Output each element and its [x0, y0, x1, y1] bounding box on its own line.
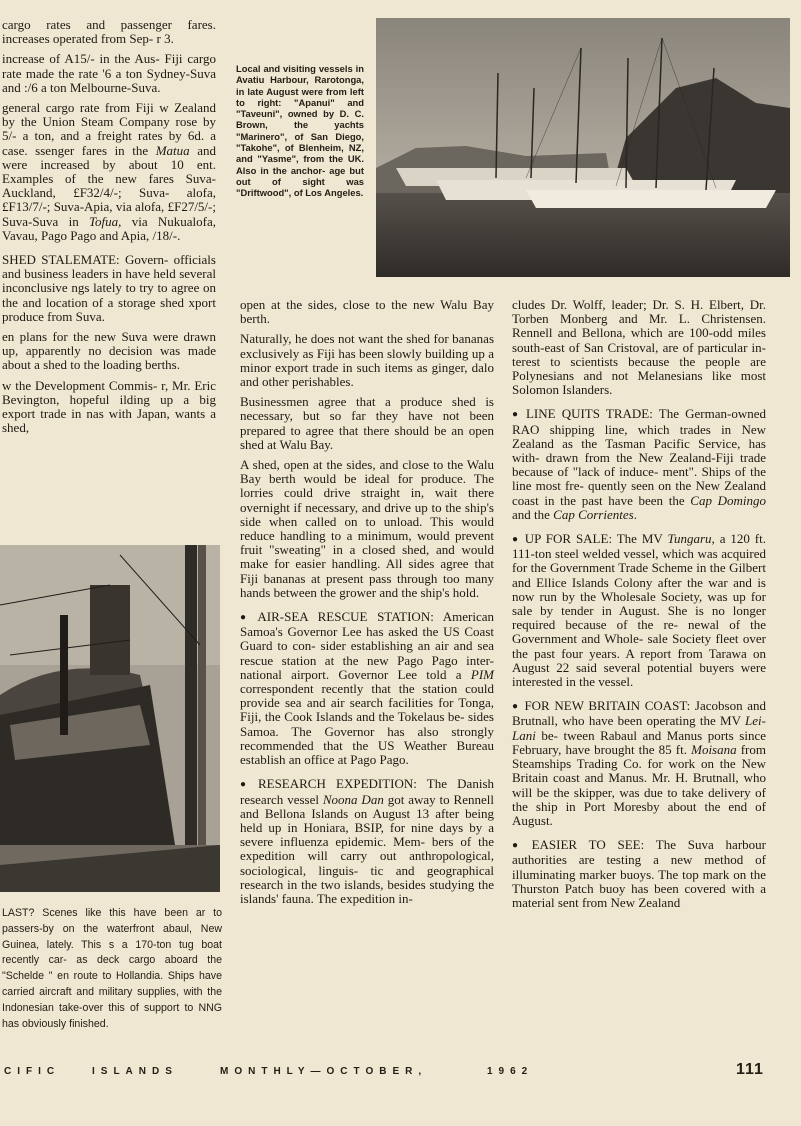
column-right — [512, 298, 766, 916]
paragraph: Naturally, he does not want the shed for bananas exclusively as Fiji has been slowly building up a minor export trade in such items as ginger, dalo and other perishables. — [240, 331, 494, 390]
tugboat-photo-image — [0, 545, 220, 892]
footer-year: 1962 — [487, 1066, 534, 1077]
harbour-photo-caption: Local and visiting vessels in Avatiu Harbour, Rarotonga, in late August were from left to right: "Apanui" and "Taveuni", owned by D. C. Brown, the yachts "Marinero", of San Diego, "Takohe", of Blenheim, NZ, and "Yasme", from the UK. Also in the anchor- age but out of sight was "Driftwood", of Los Angeles. — [236, 63, 364, 199]
paragraph: Businessmen agree that a produce shed is necessary, but so far they have not been prepared to agree that there should be an open shed at Walu Bay. — [240, 394, 494, 452]
section-heading: SHED STALEMATE: — [2, 252, 120, 268]
paragraph: general cargo rate from Fiji w Zealand by the Union Steam Company rose by 5/- a ton, and a freight rates by 6d. a case. ssenger fares in the Matua and were increased by about 10 ent. Examples of the new fares Suva-Auckland, £F32/4/-; Suva- alofa, £F13/7/-; Suva-Apia, via alofa, £F27/5/-; Suva-Suva in Tofua, via Nukualofa, Vavau, Pago Pago and Apia, /18/-. — [2, 100, 216, 243]
paragraph: cargo rates and passenger fares. increases operated from Sep- r 3. — [2, 17, 216, 47]
section-new-britain-coast: ● FOR NEW BRITAIN COAST: Jacobson and Brutnall, who have been operating the MV Lei-Lani be- tween Rabaul and Manus ports since February, have brought the 85 ft. Moisana from Steamships Trading Co. for work on the New Britain coast and Manus. Mr. H. Brutnall, who will be the skipper, was due to take delivery of the ship in Port Moresby about the end of August. — [512, 698, 766, 828]
footer-magazine-name-part2: ISLANDS — [92, 1066, 178, 1077]
section-line-quits-trade: ● LINE QUITS TRADE: The German-owned RAO shipping line, which trades in New Zealand as the Tasman Pacific Service, has with- drawn from the New Zealand-Fiji trade because of "lack of induce- ment". Ships of the line most fre- quently seen on the New Zealand coast in the past have been the Cap Domingo and the Cap Corrientes. — [512, 406, 767, 522]
harbour-photo-image — [376, 18, 790, 277]
bullet-icon: ● — [240, 612, 253, 624]
bullet-icon: ● — [512, 701, 520, 713]
section-heading: LINE QUITS TRADE: — [525, 406, 653, 422]
tugboat-photo-caption: LAST? Scenes like this have been ar to passers-by on the waterfront abaul, New Guinea, lately. This s a 170-ton tug boat recently car- as deck cargo aboard the "Schelde " en route to Hollandia. Ships have carried aircraft and military supplies, with the Indonesian take-over this of support to NNG has obviously finished. — [2, 907, 222, 1030]
bullet-icon: ● — [512, 409, 521, 421]
column-middle — [240, 298, 494, 912]
footer-issue-date: MONTHLY—OCTOBER, — [220, 1066, 428, 1077]
section-up-for-sale: ● UP FOR SALE: The MV Tungaru, a 120 ft. 111-ton steel welded vessel, which was acquired for the Government Trade Scheme in the Gilbert and Ellice Islands Colony after the war and is now run by the Wholesale Society, was up for sale by tender in August. She is no longer required because of the re- newal of the Government and Whole- sale Society fleet over the past four years. A report from Tarawa on August 22 said several potential buyers were interested in the vessel. — [512, 531, 766, 690]
page-number: 111 — [736, 1061, 764, 1078]
section-research-expedition: ● RESEARCH EXPEDITION: The Danish research vessel Noona Dan got away to Rennell and Bellona Islands on August 13 after being held up in Honiara, BSIP, for nine days by a severe influenza epidemic. Mem- bers of the expedition will carry out anthropological, sociological, linguis- tic and geographical research in the two islands, besides studying the islands' fauna. The expedition in- — [240, 776, 495, 906]
bullet-icon: ● — [512, 534, 520, 546]
paragraph: w the Development Commis- r, Mr. Eric Bevington, hopeful ilding up a big export trade in nas with Japan, wants a shed, — [2, 377, 216, 436]
section-heading: EASIER TO SEE: — [531, 837, 645, 853]
section-shed-stalemate: SHED STALEMATE: Govern- officials and business leaders in have held several inconclusive ngs lately to try to agree on the and location of a storage shed xport produce from Suva. — [2, 252, 216, 324]
harbour-photo — [376, 18, 790, 277]
paragraph: A shed, open at the sides, and close to the Walu Bay berth would be ideal for produce. The lorries could drive straight in, wait there overnight if necessary, and drive up to the ship's side when called on to unload. This would reduce handling to a minimum, would prevent fruit "sweating" in a closed shed, and would make for easier handling. All sides agree that Fiji bananas at present pass through too many hands between the grower and the ship's hold. — [240, 457, 494, 600]
column-left — [2, 18, 216, 441]
section-heading: FOR NEW BRITAIN COAST: — [524, 698, 691, 714]
tugboat-photo — [0, 545, 220, 892]
section-easier-to-see: ● EASIER TO SEE: The Suva harbour authorities are testing a new method of illuminating marker buoys. The top mark on the Thurston Patch buoy has been covered with a material sent from New Zealand — [512, 837, 766, 910]
paragraph: increase of A15/- in the Aus- Fiji cargo rate made the rate '6 a ton Sydney-Suva and :/6 a ton Melbourne-Suva. — [2, 51, 216, 95]
paragraph: en plans for the new Suva were drawn up, apparently no decision was made about a shed to the loading berths. — [2, 329, 216, 373]
section-air-sea-rescue: ● AIR-SEA RESCUE STATION: American Samoa's Governor Lee has asked the US Coast Guard to con- sider establishing an air and sea rescue station at the new Pago Pago inter- national airport. Governor Lee told a PIM correspondent recently that the station could provide sea and air search facilities for Tonga, Fiji, the Cook Islands and the Tokelaus be- sides Samoa. The Governor has also strongly recommended that the US Weather Bureau establish an office at Pago Pago. — [240, 609, 494, 768]
section-heading: AIR-SEA RESCUE STATION: — [257, 609, 434, 625]
bullet-icon: ● — [240, 779, 253, 791]
paragraph: cludes Dr. Wolff, leader; Dr. S. H. Elbert, Dr. Torben Monberg and Mr. L. Christensen. Rennell and Bellona, which are 100-odd miles south-east of San Cristoval, are of particular in- terest to scientists because the people are Polynesians and not Melanesians like most Solomon Islanders. — [512, 297, 766, 398]
paragraph: open at the sides, close to the new Walu Bay berth. — [240, 297, 494, 327]
bullet-icon: ● — [512, 840, 527, 852]
footer-magazine-name-part1: CIFIC — [4, 1066, 61, 1077]
section-heading: RESEARCH EXPEDITION: — [257, 776, 417, 792]
page-footer — [0, 1060, 801, 1084]
section-heading: UP FOR SALE: — [524, 531, 613, 547]
